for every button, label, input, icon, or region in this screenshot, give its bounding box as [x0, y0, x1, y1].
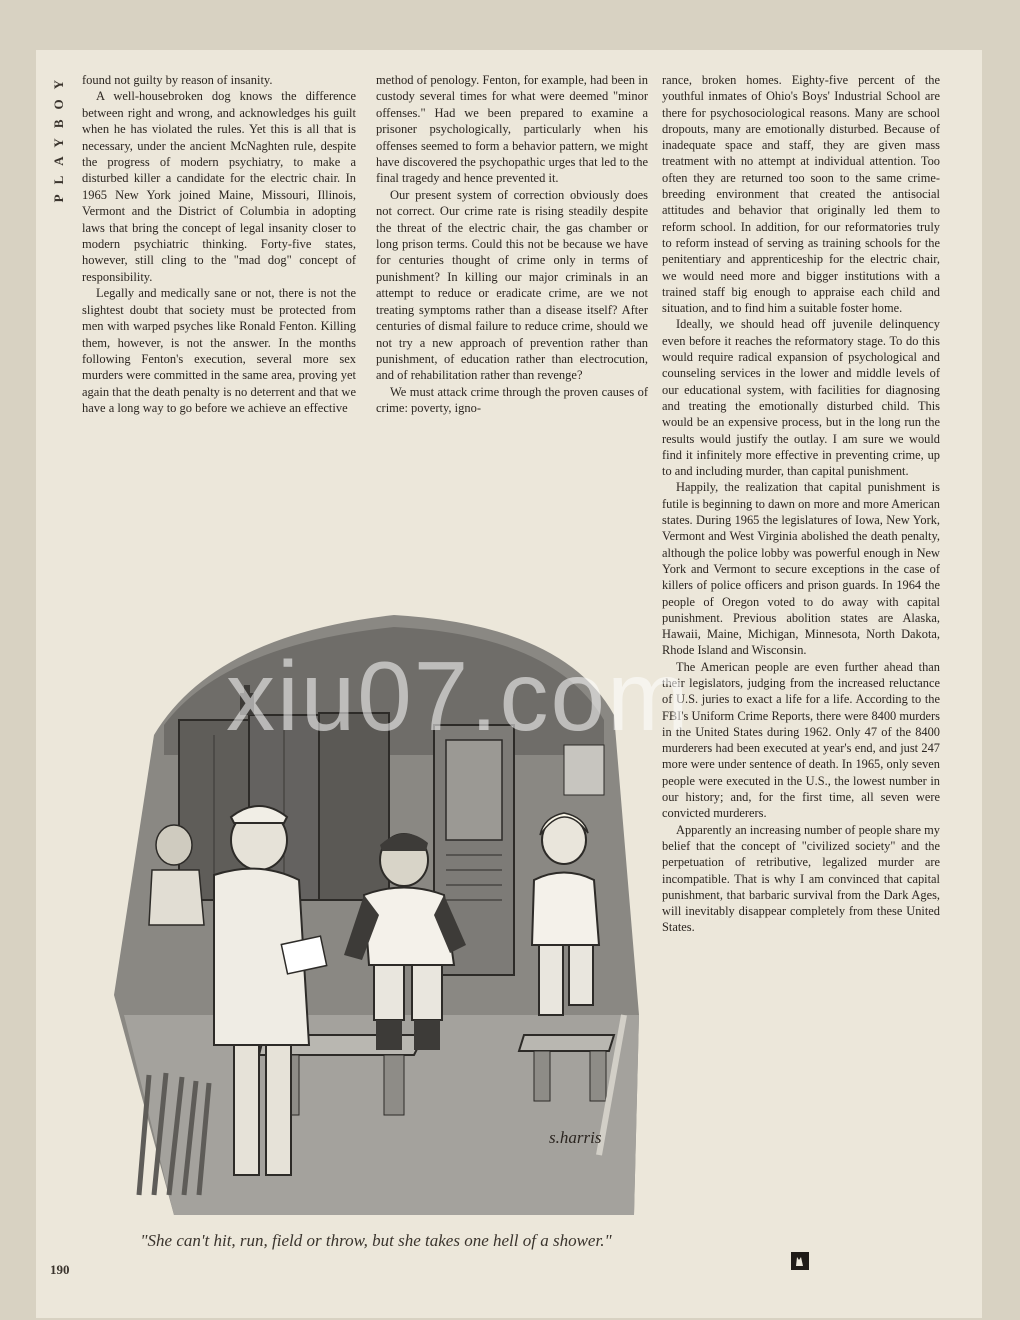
paragraph: found not guilty by reason of insanity.: [82, 73, 273, 87]
paragraph: Our present system of correction obviously does not correct. Our crime rate is rising steadily despite the threat of the electric chair, the gas chamber or long prison terms. Could this not be because we have for centuries thought of crime only in terms of punishment? In killing our major criminals in an attempt to reduce or eradicate crime, are we not treating symptoms rather than a disease itself? After centuries of dismal failure to reduce crime, should we not try a new approach of prevention rather than punishment, of education rather than electrocution, and of rehabilitation rather than revenge?: [376, 187, 648, 383]
paragraph: Apparently an increasing number of people share my belief that the concept of "civilized society" and the perpetuation of retributive, legalized murder are incompatible. That is why I am convinced that capital punishment, that barbaric survival from the Dark Ages, will inevitably disappear completely from these United States.: [662, 822, 940, 935]
watermark: xiu07.com: [226, 641, 691, 751]
page-number: 190: [50, 1262, 70, 1277]
paragraph: Legally and medically sane or not, there is not the slightest doubt that society must be protected from men with warped psyches like Ronald Fenton. Killing them, however, is not the answer. In the months following Fenton's execution, several more sex murders were committed in the same area, proving yet again that the death penalty is no deterrent and that we have a long way to go before we achieve an effective: [82, 286, 356, 416]
rabbit-head-icon: [791, 1252, 809, 1270]
cartoon-caption: "She can't hit, run, field or throw, but she takes one hell of a shower.": [140, 1231, 612, 1250]
paragraph: rance, broken homes. Eighty-five percent of the youthful inmates of Ohio's Boys' Industrial School are there for psychosociological reasons. Many are school dropouts, many are emotionally disturbed. Because of inadequate space and staff, they are given mass treatment with no attempt at individual attention. Too often they are returned too soon to the same crime-breeding environment that created the antisocial attitudes and behavior that originally led them to reform school. In addition, for our reformatories truly to reform instead of serving as training schools for the penitentiary and apprenticeship for the electric chair, we would need more and bigger institutions with a trained staff big enough to appraise each child and situation, and to find him a suitable foster home.: [662, 73, 940, 316]
text-column-1: [82, 72, 356, 417]
paragraph: We must attack crime through the proven causes of crime: poverty, igno-: [376, 384, 648, 416]
paragraph: The American people are even further ahead than their legislators, judging from the increased reluctance of U.S. juries to exact a life for a life. According to the FBI's Uniform Crime Reports, there were 8400 murders in the United States during 1962. Only 47 of the 8400 murderers had been executed at year's end, and just 247 more were under sentence of death. In 1965, only seven people were executed in the U.S., the lowest number in our history; and, for the first time, all seven were convicted murderers.: [662, 659, 940, 821]
text-column-3: [662, 72, 940, 936]
paragraph: method of penology. Fenton, for example, had been in custody several times for what were deemed "minor offenses." Had we been prepared to examine a prisoner psychologically, particularly when his offenses seemed to form a behavior pattern, we might have discovered the psychopathic urges that led to the final tragedy and hence prevented it.: [376, 73, 648, 186]
magazine-name-vertical: PLAYBOY: [51, 70, 66, 203]
paragraph: Happily, the realization that capital punishment is futile is beginning to dawn on more and more American states. During 1965 the legislatures of Iowa, New York, Vermont and West Virginia abolished the death penalty, although the police lobby was powerful enough in New York and Vermont to secure exceptions in the case of killers of police officers and prison guards. In 1964 the people of Oregon voted to do away with capital punishment. Previous abolition states are Alaska, Hawaii, Maine, Michigan, Minnesota, North Dakota, Rhode Island and Wisconsin.: [662, 480, 940, 658]
locker-room-cartoon: [94, 595, 654, 1215]
magazine-page: [36, 50, 982, 1318]
cartoonist-signature: s.harris: [549, 1128, 602, 1147]
paragraph: A well-housebroken dog knows the difference between right and wrong, and acknowledges his guilt when he has violated the rules. Yet this is all that is necessary, under the ancient McNaghten rule, despite the progress of modern psychiatry, to make a disturbed killer a candidate for the electric chair. In 1965 New York joined Maine, Missouri, Illinois, Vermont and the District of Columbia in adopting laws that bring the concept of legal insanity closer to modern psychiatric thinking. Forty-five states, however, still cling to the "mad dog" concept of responsibility.: [82, 89, 356, 284]
text-column-2: [376, 72, 648, 417]
paragraph: Ideally, we should head off juvenile delinquency even before it reaches the reformatory stage. To do this would require radical expansion of psychological and counseling services in the lower and middle levels of our educational system, with facilities for diagnosing and treating the emotionally disturbed child. This would be an expensive process, but in the long run the results would justify the outlay. I am sure we would find it infinitely more effective in preventing crime, up to and including murder, than capital punishment.: [662, 317, 940, 479]
